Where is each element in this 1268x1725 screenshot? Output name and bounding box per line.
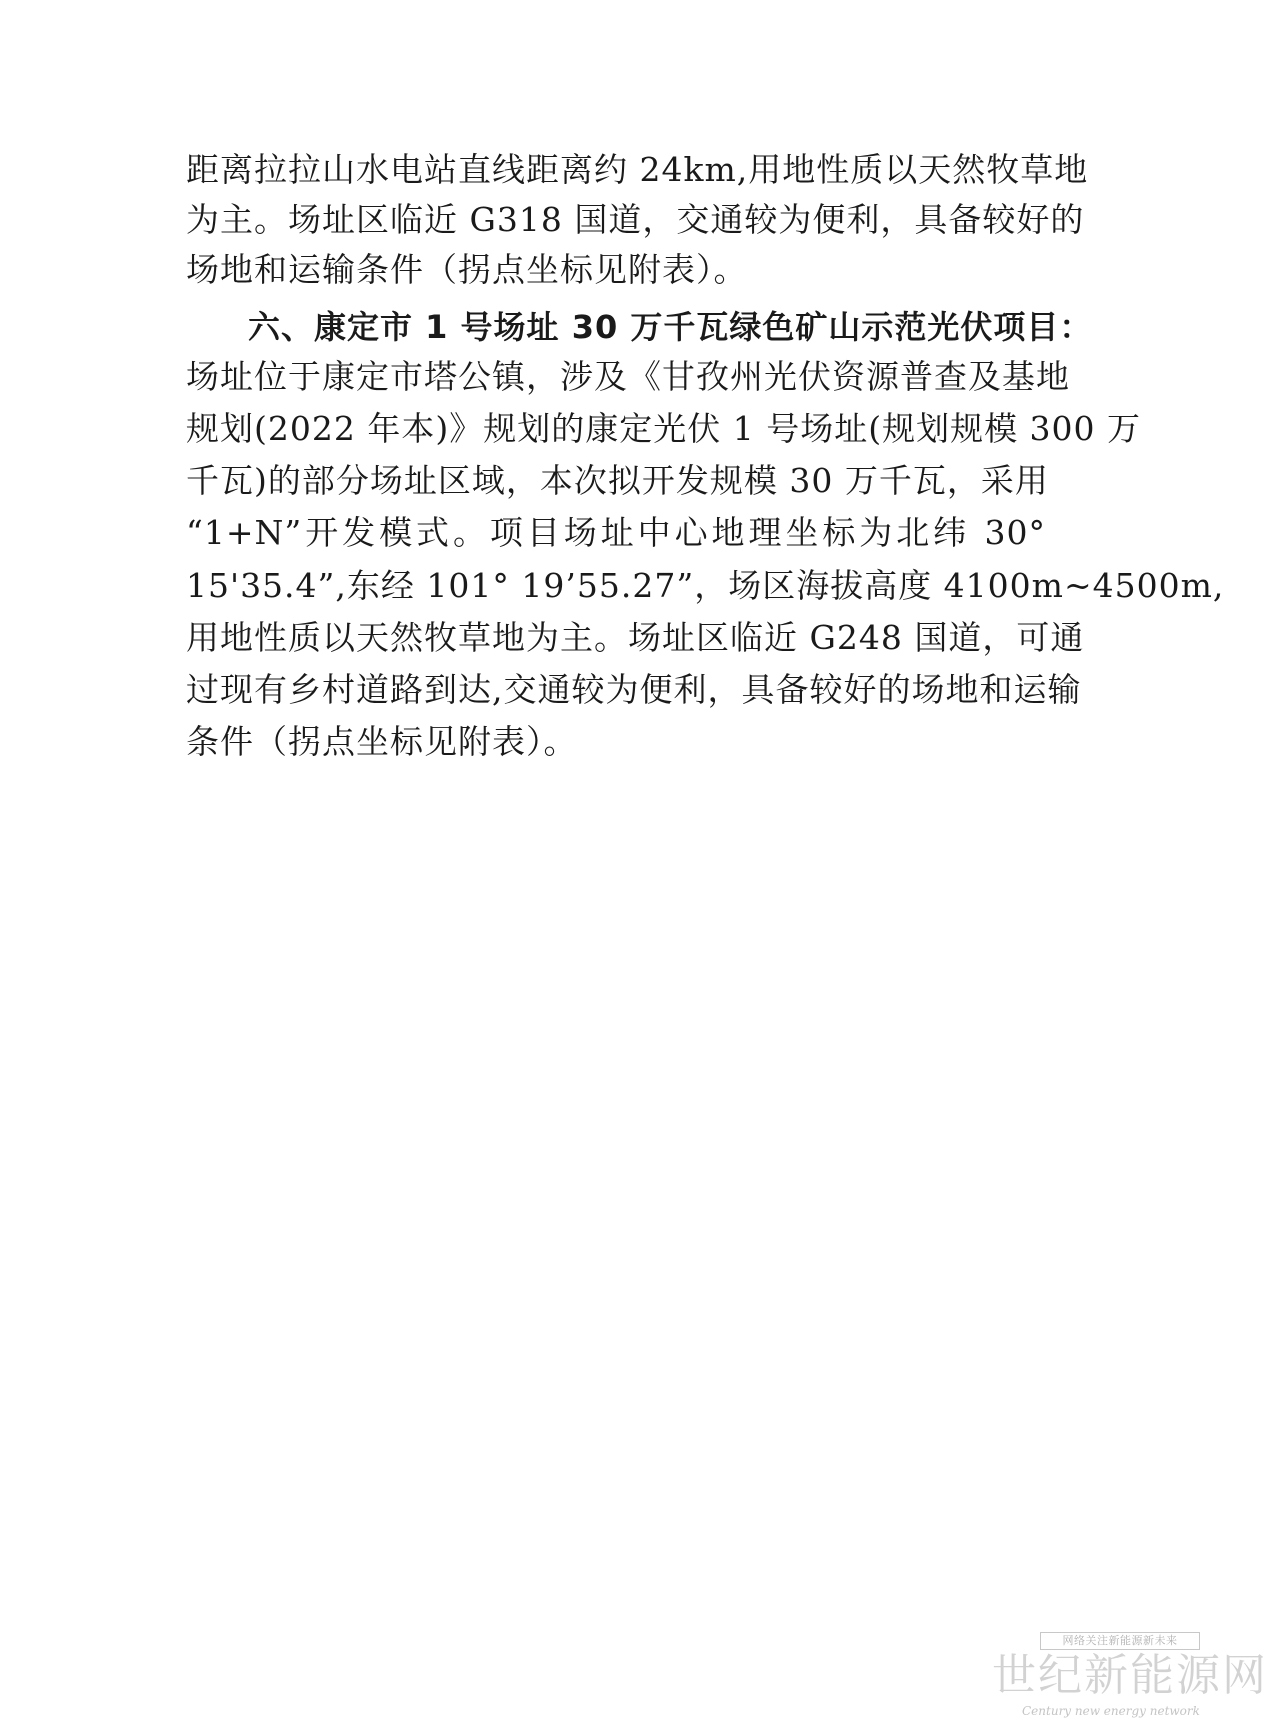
paragraph-line: 距离拉拉山水电站直线距离约 24km,用地性质以天然牧草地: [186, 150, 1089, 189]
watermark-subtitle: Century new energy network: [1022, 1704, 1200, 1718]
watermark-logo-text: 世纪新能源网: [992, 1650, 1268, 1701]
paragraph-line: “1+N”开发模式。项目场址中心地理坐标为北纬 30°: [186, 513, 1046, 552]
paragraph-line: 规划(2022 年本)》规划的康定光伏 1 号场址(规划规模 300 万: [186, 409, 1142, 448]
paragraph-line: 为主。场址区临近 G318 国道，交通较为便利，具备较好的: [186, 200, 1085, 239]
watermark-tagline: 网络关注新能源新未来: [1040, 1632, 1200, 1650]
paragraph-line: 过现有乡村道路到达,交通较为便利，具备较好的场地和运输: [186, 670, 1082, 709]
section-heading: 六、康定市 1 号场址 30 万千瓦绿色矿山示范光伏项目：: [248, 308, 1093, 346]
paragraph-line: 用地性质以天然牧草地为主。场址区临近 G248 国道，可通: [186, 618, 1085, 657]
paragraph-line: 场地和运输条件（拐点坐标见附表）。: [186, 250, 748, 289]
paragraph-line: 条件（拐点坐标见附表）。: [186, 722, 578, 761]
paragraph-line: 15'35.4”,东经 101° 19’55.27”，场区海拔高度 4100m~4500m,: [186, 566, 1225, 605]
paragraph-line: 千瓦)的部分场址区域，本次拟开发规模 30 万千瓦，采用: [186, 461, 1049, 500]
paragraph-line: 场址位于康定市塔公镇，涉及《甘孜州光伏资源普查及基地: [186, 357, 1070, 396]
